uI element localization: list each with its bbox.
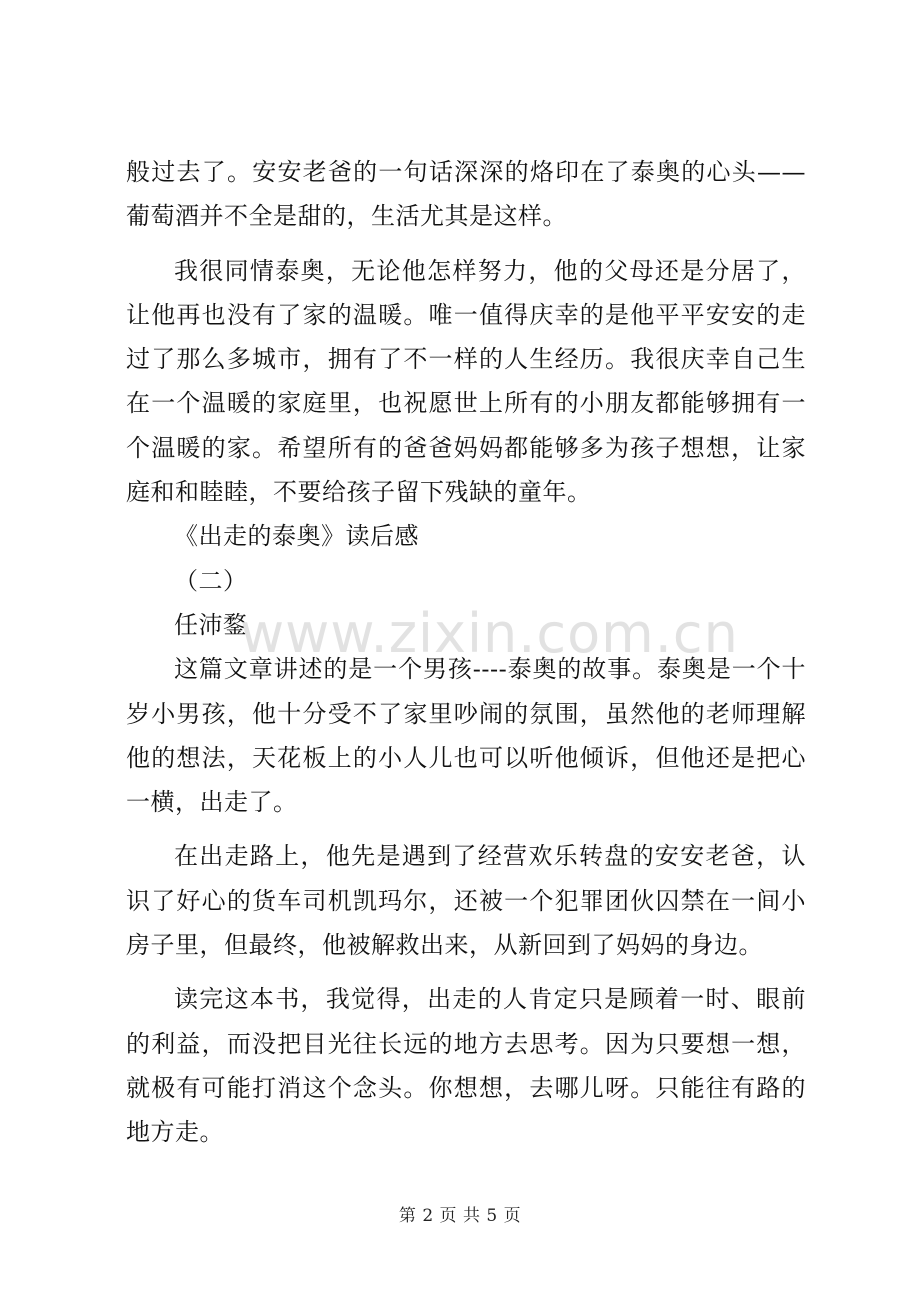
paragraph-story-intro: 这篇文章讲述的是一个男孩----泰奥的故事。泰奥是一个十岁小男孩，他十分受不了家里吵闹的氛围，虽然他的老师理解他的想法，天花板上的小人儿也可以听他倾诉，但他还是把心一横，出走了。 xyxy=(126,655,806,817)
paragraph-continuation: 般过去了。安安老爸的一句话深深的烙印在了泰奥的心头——葡萄酒并不全是甜的，生活尤其是这样。 xyxy=(126,158,806,231)
paragraph-reflection: 读完这本书，我觉得，出走的人肯定只是顾着一时、眼前的利益，而没把目光往长远的地方去思考。因为只要想一想，就极有可能打消这个念头。你想想，去哪儿呀。只能往有路的地方走。 xyxy=(126,985,806,1147)
paragraph-journey: 在出走路上，他先是遇到了经营欢乐转盘的安安老爸，认识了好心的货车司机凯玛尔，还被一个犯罪团伙囚禁在一间小房子里，但最终，他被解救出来，从新回到了妈妈的身边。 xyxy=(126,842,806,960)
body-text xyxy=(126,150,806,1155)
watermark: www.zixin.com.cn xyxy=(240,602,739,665)
author-name: 任沛鍪 xyxy=(174,610,248,639)
page-footer: 第 2 页 共 5 页 xyxy=(398,1206,522,1226)
essay-number: （二） xyxy=(174,566,248,595)
paragraph-sympathy: 我很同情泰奥，无论他怎样努力，他的父母还是分居了，让他再也没有了家的温暖。唯一值得庆幸的是他平平安安的走过了那么多城市，拥有了不一样的人生经历。我很庆幸自己生在一个温暖的家庭里，也祝愿世上所有的小朋友都能够拥有一个温暖的家。希望所有的爸爸妈妈都能够多为孩子想想，让家庭和和睦睦，不要给孩子留下残缺的童年。 xyxy=(126,256,806,507)
essay-title: 《出走的泰奥》读后感 xyxy=(174,522,419,551)
